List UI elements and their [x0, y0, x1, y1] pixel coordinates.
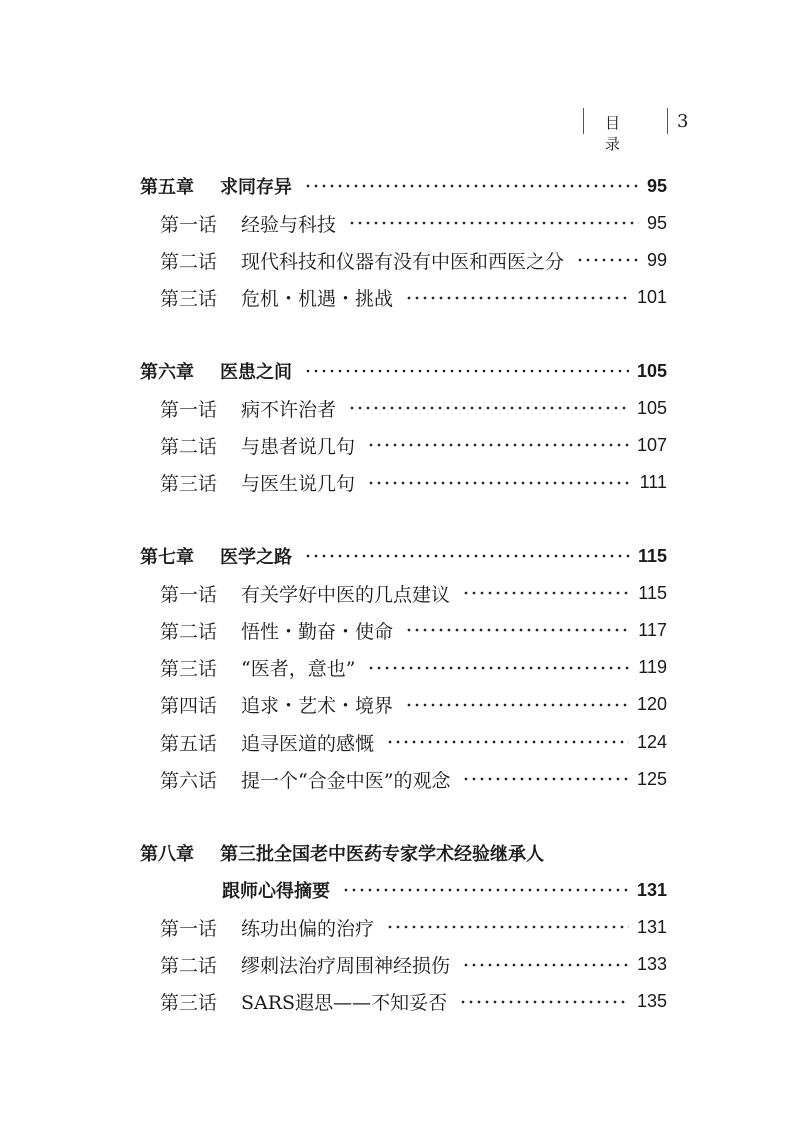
chapter-label: 第五章	[140, 177, 194, 198]
dot-leader	[405, 296, 629, 300]
section-label: 第一话	[160, 213, 218, 236]
toc-section-row[interactable]	[160, 208, 667, 238]
dot-leader	[342, 888, 629, 892]
dot-leader	[462, 591, 630, 595]
dot-leader	[367, 481, 632, 485]
section-title: 经验与科技	[241, 213, 337, 236]
page-number: 95	[646, 212, 667, 233]
page-number: 131	[636, 879, 667, 900]
dot-leader	[576, 258, 639, 262]
toc-section-row[interactable]	[160, 690, 667, 720]
section-title: 缪刺法治疗周围神经损伤	[241, 955, 451, 978]
section-label: 第二话	[160, 620, 218, 643]
toc-section-row[interactable]	[160, 245, 667, 275]
chapter-label: 第八章	[140, 844, 194, 865]
dot-leader	[348, 221, 639, 225]
page-number: 124	[636, 731, 667, 752]
section-label: 第二话	[160, 250, 218, 273]
dot-leader	[367, 666, 630, 670]
page-number: 107	[636, 434, 667, 455]
toc-section-row[interactable]	[160, 987, 667, 1017]
toc-section-row[interactable]	[160, 912, 667, 942]
section-title: 病不许治者	[241, 398, 337, 421]
page-number: 95	[646, 175, 667, 196]
dot-leader	[405, 628, 630, 632]
toc-section-row[interactable]	[160, 578, 667, 608]
section-title: 练功出偏的治疗	[241, 917, 375, 940]
page-number: 115	[638, 582, 667, 603]
toc-chapter-row[interactable]	[140, 356, 667, 386]
toc-section-row[interactable]	[160, 950, 667, 980]
section-title: 提一个“合金中医”的观念	[241, 769, 451, 792]
toc-section-row[interactable]	[160, 727, 667, 757]
dot-leader	[462, 777, 629, 781]
chapter-label: 第六章	[140, 362, 194, 383]
section-title: 危机・机遇・挑战	[241, 288, 394, 311]
page-number: 133	[636, 954, 667, 975]
page-number: 111	[639, 472, 667, 493]
toc-chapter-row[interactable]	[140, 171, 667, 201]
toc-section-row[interactable]	[160, 468, 667, 498]
toc-chapter-row[interactable]	[140, 541, 667, 571]
section-label: 第三话	[160, 992, 218, 1015]
section-title: 追寻医道的感慨	[241, 732, 375, 755]
page-number: 135	[636, 991, 667, 1012]
page-number: 115	[637, 545, 667, 566]
toc-chapter-row[interactable]	[140, 838, 667, 868]
page-number: 105	[636, 360, 667, 381]
section-label: 第一话	[160, 583, 218, 606]
page-number: 101	[636, 287, 667, 308]
section-label: 第二话	[160, 955, 218, 978]
section-label: 第一话	[160, 917, 218, 940]
toc-section-row[interactable]	[160, 764, 667, 794]
section-label: 第三话	[160, 658, 218, 681]
section-title: 现代科技和仪器有没有中医和西医之分	[241, 250, 565, 273]
chapter-title: 求同存异	[220, 177, 292, 198]
section-label: 第三话	[160, 473, 218, 496]
dot-leader	[459, 1000, 629, 1004]
dot-leader	[386, 740, 629, 744]
dot-leader	[367, 443, 629, 447]
section-label: 第二话	[160, 435, 218, 458]
chapter-title: 医患之间	[220, 362, 292, 383]
chapter-title: 第三批全国老中医药专家学术经验继承人	[220, 844, 544, 865]
header-section-title: 目 录	[605, 114, 645, 153]
toc-section-row[interactable]	[160, 430, 667, 460]
dot-leader	[304, 369, 629, 373]
dot-leader	[304, 554, 630, 558]
section-title: “医者，意也”	[241, 658, 356, 681]
chapter-title: 医学之路	[220, 547, 292, 568]
dot-leader	[405, 703, 629, 707]
page-number: 131	[636, 916, 667, 937]
dot-leader	[386, 925, 629, 929]
chapter-label: 第七章	[140, 547, 194, 568]
page-number: 125	[636, 768, 667, 789]
section-label: 第一话	[160, 398, 218, 421]
header-page-number: 3	[677, 111, 689, 132]
dot-leader	[304, 184, 639, 188]
section-title: 有关学好中医的几点建议	[241, 583, 451, 606]
page-number: 105	[636, 397, 667, 418]
section-label: 第五话	[160, 732, 218, 755]
toc-section-row[interactable]	[160, 615, 667, 645]
section-label: 第六话	[160, 769, 218, 792]
toc-section-row[interactable]	[160, 283, 667, 313]
page-number: 119	[638, 657, 667, 678]
section-title: 与患者说几句	[241, 435, 356, 458]
section-label: 第四话	[160, 695, 218, 718]
chapter-title: 跟师心得摘要	[222, 881, 330, 903]
toc-section-row[interactable]	[160, 393, 667, 423]
section-title: 追求・艺术・境界	[241, 695, 394, 718]
section-label: 第三话	[160, 288, 218, 311]
page-number: 117	[638, 619, 667, 640]
dot-leader	[348, 406, 629, 410]
toc-chapter-row[interactable]	[222, 875, 667, 905]
toc-section-row[interactable]	[160, 653, 667, 683]
section-title: 与医生说几句	[241, 473, 356, 496]
dot-leader	[462, 963, 629, 967]
section-title: SARS遐思——不知妥否	[241, 992, 448, 1015]
page-number: 99	[646, 249, 667, 270]
section-title: 悟性・勤奋・使命	[241, 620, 394, 643]
page-number: 120	[636, 694, 667, 715]
